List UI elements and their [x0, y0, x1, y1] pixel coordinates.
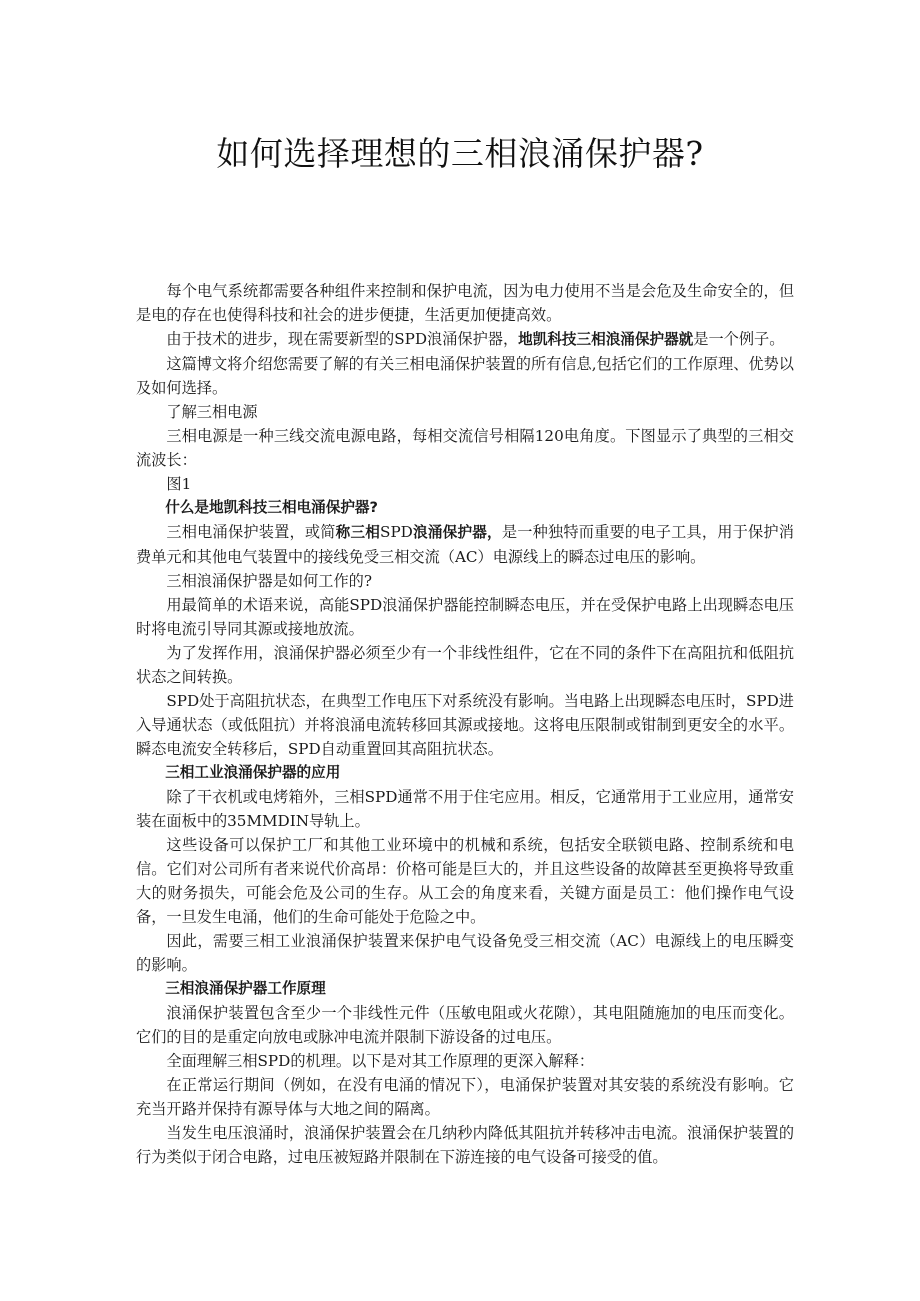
document-body: [136, 279, 794, 1169]
bold-text: 称三相: [335, 524, 381, 541]
paragraph: 这些设备可以保护工厂和其他工业环境中的机械和系统，包括安全联锁电路、控制系统和电信。它们对公司所有者来说代价高昂：价格可能是巨大的，并且这些设备的故障甚至更换将导致重大的财务损失，可能会危及公司的生存。从工会的角度来看，关键方面是员工：他们操作电气设备，一旦发生电涌，他们的生命可能处于危险之中。: [136, 836, 794, 926]
section-heading: 三相浪涌保护器工作原理: [165, 980, 326, 997]
paragraph: 当发生电压浪涌时，浪涌保护装置会在几纳秒内降低其阻抗并转移冲击电流。浪涌保护装置的行为类似于闭合电路，过电压被短路并限制在下游连接的电气设备可接受的值。: [136, 1124, 794, 1166]
figure-caption: 图1: [166, 475, 192, 493]
paragraph-text: SPD: [380, 523, 413, 541]
section-heading: 什么是地凯科技三相电涌保护器?: [165, 499, 378, 516]
paragraph: 每个电气系统都需要各种组件来控制和保护电流，因为电力使用不当是会危及生命安全的，但是电的存在也使得科技和社会的进步便捷，生活更加便捷高效。: [136, 282, 794, 324]
paragraph: 这篇博文将介绍您需要了解的有关三相电涌保护装置的所有信息,包括它们的工作原理、优势以及如何选择。: [136, 355, 794, 397]
paragraph: [136, 520, 794, 569]
paragraph: 三相浪涌保护器是如何工作的?: [166, 572, 372, 590]
paragraph: [136, 327, 794, 352]
paragraph: 除了干衣机或电烤箱外，三相SPD通常不用于住宅应用。相反，它通常用于工业应用，通常安装在面板中的35MMDIN导轨上。: [136, 788, 794, 830]
paragraph: 用最简单的术语来说，高能SPD浪涌保护器能控制瞬态电压，并在受保护电路上出现瞬态电压时将电流引导同其源或接地放流。: [136, 596, 794, 638]
paragraph: 三相电源是一种三线交流电源电路，每相交流信号相隔120电角度。下图显示了典型的三相交流波长：: [136, 427, 794, 469]
paragraph: 了解三相电源: [166, 403, 258, 421]
paragraph-text: 是一个例子。: [693, 330, 785, 348]
paragraph: 全面理解三相SPD的机理。以下是对其工作原理的更深入解释：: [166, 1052, 595, 1070]
paragraph-text: 是一种独特而重要的电子工具，用于保护消费单元和其他电气装置中的接线免受三相交流（AC）电源线上的瞬态过电压的影响。: [136, 523, 794, 566]
paragraph: 为了发挥作用，浪涌保护器必须至少有一个非线性组件，它在不同的条件下在高阻抗和低阻抗状态之间转换。: [136, 644, 794, 686]
paragraph: SPD处于高阻抗状态，在典型工作电压下对系统没有影响。当电路上出现瞬态电压时，SPD进入导通状态（或低阻抗）并将浪涌电流转移回其源或接地。这将电压限制或钳制到更安全的水平。瞬态电流安全转移后，SPD自动重置回其高阻抗状态。: [136, 692, 794, 758]
bold-text: 浪涌保护器，: [412, 524, 502, 541]
bold-text: 地凯科技三相浪涌保护器就: [518, 331, 694, 348]
paragraph-text: 三相电涌保护装置，或简: [166, 523, 336, 541]
section-heading: 三相工业浪涌保护器的应用: [165, 764, 341, 781]
paragraph-text: 由于技术的进步，现在需要新型的SPD浪涌保护器，: [166, 330, 519, 348]
paragraph: 浪涌保护装置包含至少一个非线性元件（压敏电阻或火花隙），其电阻随施加的电压而变化。它们的目的是重定向放电或脉冲电流并限制下游设备的过电压。: [136, 1004, 794, 1046]
paragraph: 在正常运行期间（例如，在没有电涌的情况下），电涌保护装置对其安装的系统没有影响。它充当开路并保持有源导体与大地之间的隔离。: [136, 1076, 794, 1118]
paragraph: 因此，需要三相工业浪涌保护装置来保护电气设备免受三相交流（AC）电源线上的电压瞬变的影响。: [136, 932, 794, 974]
document-title: 如何选择理想的三相浪涌保护器?: [216, 134, 704, 173]
